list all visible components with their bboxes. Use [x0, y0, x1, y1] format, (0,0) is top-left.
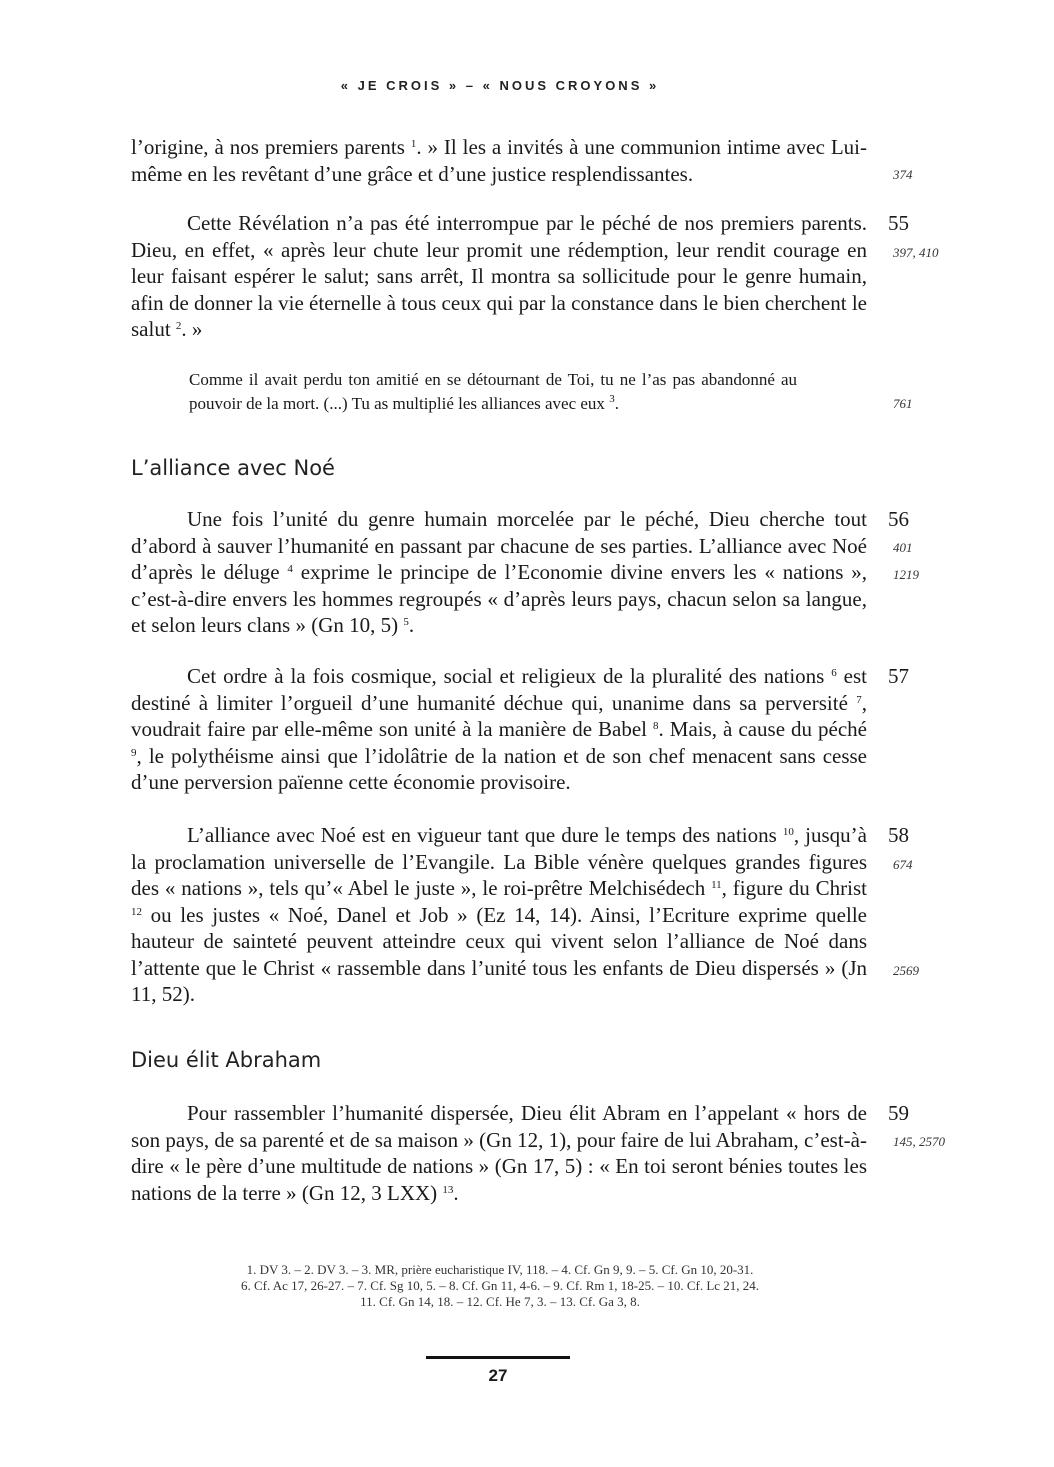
footnotes [150, 1262, 850, 1310]
paragraph-number: 58 [888, 823, 909, 847]
footnote-ref: 13 [442, 1183, 454, 1196]
page-number-rule [426, 1356, 570, 1359]
paragraph-text: Cet ordre à la fois cosmique, social et religieux de la pluralité des nations [187, 664, 832, 688]
cross-reference: 761 [893, 396, 913, 411]
footnote-ref: 10 [782, 826, 794, 838]
paragraph-text: , jusqu’à la proclamation universelle de l’Evangile. La Bible vénère quelques grandes figures des « nations », tels qu’« Abel le juste », le roi-prêtre Melchisédech [131, 823, 867, 900]
paragraph-text: l’origine, à nos premiers parents [131, 135, 411, 159]
quote-text: . [614, 394, 619, 413]
cross-reference: 145, 2570 [893, 1134, 945, 1149]
paragraph-continuation [131, 134, 867, 187]
footnote-line: 1. DV 3. – 2. DV 3. – 3. MR, prière eucharistique IV, 118. – 4. Cf. Gn 9, 9. – 5. Cf. Gn 10, 20-31. [246, 1262, 754, 1277]
cross-reference: 374 [893, 167, 913, 182]
footnote-ref: 5 [403, 616, 409, 628]
paragraph-text: Cette Révélation n’a pas été interrompue par le péché de nos premiers parents. Dieu, en effet, « après leur chute leur promit une rédemption, leur rendit courage en leur faisant espérer le salut; sans arrêt, Il montra sa sollicitude pour le genre humain, afin de donner la vie éternelle à tous ceux qui par la constance dans le bien cherchent le salut [131, 211, 867, 341]
liturgical-quote [189, 368, 797, 416]
footnote-line: 6. Cf. Ac 17, 26-27. – 7. Cf. Sg 10, 5. – 8. Cf. Gn 11, 4-6. – 9. Cf. Rm 1, 18-25. – 10. Cf. Lc 21, 24. [240, 1278, 760, 1293]
section-heading: L’alliance avec Noé [131, 456, 335, 480]
paragraph-59 [131, 1100, 867, 1206]
footnote-ref: 7 [856, 693, 862, 706]
quote-text: Comme il avait perdu ton amitié en se détournant de Toi, tu ne l’as pas abandonné au pouvoir de la mort. (...) Tu as multiplié les alliances avec eux [189, 370, 797, 413]
paragraph-58 [131, 822, 867, 1008]
paragraph-number: 57 [888, 664, 909, 688]
cross-reference: 674 [893, 857, 913, 872]
paragraph-number: 59 [888, 1101, 909, 1125]
paragraph-text: . [453, 1180, 459, 1205]
running-head: « JE CROIS » – « NOUS CROYONS » [340, 78, 660, 93]
paragraph-text: , figure du Christ [721, 876, 867, 900]
paragraph-57 [131, 663, 867, 796]
cross-reference: 2569 [893, 963, 919, 978]
footnote-ref: 4 [287, 563, 293, 575]
paragraph-text: . [408, 613, 415, 637]
paragraph-55 [131, 210, 867, 343]
paragraph-56 [131, 506, 867, 639]
paragraph-text: est destiné à limiter l’orgueil d’une humanité déchue qui, unanime dans sa perversité [131, 664, 868, 715]
footnote-ref: 3 [609, 393, 615, 405]
paragraph-text: Pour rassembler l’humanité dispersée, Dieu élit Abram en l’appelant « hors de son pays, de sa parenté et de sa maison » (Gn 12, 1), pour faire de lui Abraham, c’est-à-dire « le père d’une multitude de nations » (Gn 17, 5) : « En toi seront bénies toutes les nations de la terre » (Gn 12, 3 LXX) [131, 1101, 867, 1205]
paragraph-number: 55 [888, 211, 909, 235]
paragraph-text: ou les justes « Noé, Danel et Job » (Ez 14, 14). Ainsi, l’Ecriture exprime quelle hauteur de sainteté peuvent atteindre ceux qui vivent selon l’alliance de Noé dans l’attente que le Christ « rassemble dans l’unité tous les enfants de Dieu dispersés » (Jn 11, 52). [131, 902, 867, 1006]
paragraph-number: 56 [888, 507, 909, 531]
footnote-ref: 11 [711, 879, 722, 891]
footnote-ref: 9 [131, 746, 137, 759]
footnote-line: 11. Cf. Gn 14, 18. – 12. Cf. He 7, 3. – 13. Cf. Ga 3, 8. [360, 1294, 640, 1309]
cross-reference: 401 [893, 540, 913, 555]
footnote-ref: 6 [831, 667, 837, 679]
paragraph-text: exprime le principe de l’Economie divine envers les « nations », c’est-à-dire envers les hommes regroupés « d’après leurs pays, chacun selon sa langue, et selon leurs clans » (Gn 10, 5) [131, 560, 867, 637]
footnote-ref: 2 [175, 320, 182, 332]
cross-reference: 1219 [893, 567, 919, 582]
paragraph-text: L’alliance avec Noé est en vigueur tant que dure le temps des nations [187, 823, 783, 847]
paragraph-text: . » Il les a invités à une communion intime avec Lui-même en les revêtant d’une grâce et d’une justice resplendissantes. [131, 135, 867, 186]
section-heading: Dieu élit Abraham [131, 1048, 322, 1072]
page-number: 27 [488, 1366, 508, 1385]
paragraph-text: Une fois l’unité du genre humain morcelée par le péché, Dieu cherche tout d’abord à sauver l’humanité en passant par chacune de ses parties. L’alliance avec Noé d’après le déluge [131, 507, 867, 584]
cross-reference: 397, 410 [893, 245, 939, 260]
footnote-ref: 1 [410, 138, 417, 150]
footnote-ref: 12 [131, 905, 142, 918]
footnote-ref: 8 [653, 720, 659, 732]
paragraph-text: , voudrait faire par elle-même son unité à la manière de Babel [131, 690, 867, 741]
paragraph-text: . Mais, à cause du péché [658, 717, 867, 741]
paragraph-text: . » [181, 317, 203, 341]
paragraph-text: , le polythéisme ainsi que l’idolâtrie de la nation et de son chef menacent sans cesse d’une perversion païenne cette économie provisoire. [131, 743, 867, 794]
